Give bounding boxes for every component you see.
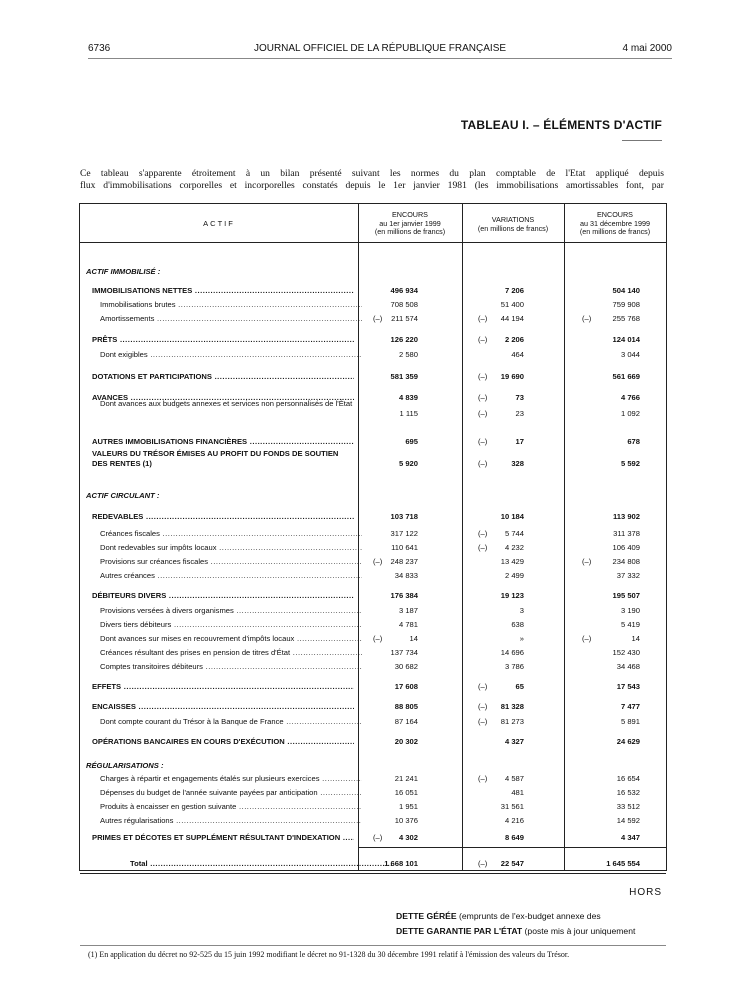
value-variation: 464 — [511, 350, 524, 359]
negative-sign: (–) — [478, 314, 488, 323]
value-encours-start: 17 608 — [394, 682, 418, 691]
value-encours-start: 496 934 — [390, 286, 418, 295]
intro-line-2: flux d'immobilisations corporelles et incorporelles constatés depuis le 1er janvier 1981 (les immobilisations amortissables font, par — [80, 180, 664, 191]
negative-sign: (–) — [478, 393, 488, 402]
negative-sign: (–) — [373, 314, 383, 323]
value-encours-end: 255 768 — [612, 314, 640, 323]
value-encours-end: 106 409 — [612, 543, 640, 552]
negative-sign: (–) — [582, 314, 592, 323]
value-encours-end: 5 592 — [620, 459, 640, 468]
row-label: PRÊTS ..... — [92, 335, 354, 344]
value-encours-start: 4 781 — [398, 620, 418, 629]
dette-geree-label: DETTE GÉRÉE — [396, 911, 457, 921]
value-encours-start: 88 805 — [394, 702, 418, 711]
row-label: Divers tiers débiteurs ..... — [100, 620, 362, 629]
negative-sign: (–) — [478, 335, 488, 344]
title-rule — [622, 140, 662, 141]
value-variation: 2 499 — [504, 571, 524, 580]
hors-heading: HORS — [629, 887, 662, 898]
row-label: EFFETS ..... — [92, 682, 354, 691]
value-variation: 5 744 — [504, 529, 524, 538]
row-label: Charges à répartir et engagements étalés sur plusieurs exercices ..... — [100, 774, 362, 783]
row-label: VALEURS DU TRÉSOR ÉMISES AU PROFIT DU FONDS DE SOUTIEN DES RENTES (1) — [92, 449, 339, 468]
row-label: Dont exigibles ..... — [100, 350, 362, 359]
value-encours-end: 4 766 — [620, 393, 640, 402]
value-encours-end: 14 592 — [616, 816, 640, 825]
negative-sign: (–) — [373, 634, 383, 643]
page-number: 6736 — [88, 43, 111, 54]
row-label: Créances résultant des prises en pension de titres d'État ..... — [100, 648, 362, 657]
row-label: Autres régularisations ..... — [100, 816, 362, 825]
value-encours-end: 1 092 — [620, 409, 640, 418]
value-encours-end: 16 532 — [616, 788, 640, 797]
col-header-line: (en millions de francs) — [579, 227, 651, 236]
dette-garantie-label: DETTE GARANTIE PAR L'ÉTAT — [396, 926, 523, 936]
value-variation: 22 547 — [500, 859, 524, 868]
value-encours-end: 234 808 — [612, 557, 640, 566]
value-encours-start: 211 574 — [391, 314, 418, 323]
col-header-line: (en millions de francs) — [374, 227, 446, 236]
dette-geree-line — [396, 909, 666, 924]
value-variation: 7 206 — [504, 286, 524, 295]
col-header-line: au 1er janvier 1999 — [379, 218, 441, 228]
value-encours-start: 14 — [409, 634, 418, 643]
row-label: DOTATIONS ET PARTICIPATIONS ..... — [92, 372, 354, 381]
dette-notes — [396, 909, 666, 939]
value-encours-end: 34 468 — [616, 662, 640, 671]
value-encours-start: 30 682 — [394, 662, 418, 671]
row-label: Provisions versées à divers organismes ..... — [100, 606, 362, 615]
publication-date: 4 mai 2000 — [622, 43, 672, 54]
row-label: REDEVABLES ..... — [92, 512, 354, 521]
negative-sign: (–) — [478, 543, 488, 552]
value-encours-end: 3 190 — [620, 606, 640, 615]
value-encours-end: 195 507 — [612, 591, 640, 600]
value-encours-start: 21 241 — [394, 774, 418, 783]
negative-sign: (–) — [373, 557, 383, 566]
column-divider — [564, 204, 565, 870]
value-variation: 4 232 — [504, 543, 524, 552]
dette-garantie-text: (poste mis à jour uniquement — [522, 926, 636, 936]
value-encours-start: 3 187 — [398, 606, 418, 615]
negative-sign: (–) — [478, 437, 488, 446]
value-variation: 8 649 — [504, 833, 524, 842]
row-label: Dont avances sur mises en recouvrement d'impôts locaux ..... — [100, 634, 362, 643]
value-encours-start: 137 734 — [390, 648, 418, 657]
value-encours-end: 124 014 — [612, 335, 640, 344]
col-header-encours-end — [564, 211, 666, 237]
value-encours-end: 504 140 — [612, 286, 640, 295]
value-variation: 65 — [515, 682, 524, 691]
total-rule — [358, 847, 666, 848]
value-encours-end: 678 — [627, 437, 640, 446]
lower-section-rule — [80, 873, 666, 874]
row-label: IMMOBILISATIONS NETTES ..... — [92, 286, 354, 295]
row-label: Total ..... — [130, 859, 392, 868]
value-encours-start: 317 122 — [390, 529, 418, 538]
page-header — [88, 40, 672, 59]
negative-sign: (–) — [478, 774, 488, 783]
col-header-actif: ACTIF — [203, 219, 235, 228]
negative-sign: (–) — [478, 459, 488, 468]
value-variation: 4 587 — [504, 774, 524, 783]
value-variation: 14 696 — [500, 648, 524, 657]
value-encours-end: 14 — [631, 634, 640, 643]
row-label: Autres créances ..... — [100, 571, 362, 580]
col-header-variations — [462, 216, 564, 233]
value-encours-start: 176 384 — [390, 591, 418, 600]
negative-sign: (–) — [478, 717, 488, 726]
value-variation: 81 273 — [500, 717, 524, 726]
row-label: Produits à encaisser en gestion suivante ..... — [100, 802, 362, 811]
dette-garantie-line — [396, 924, 666, 939]
value-encours-start: 16 051 — [394, 788, 418, 797]
col-header-encours-start — [358, 211, 462, 237]
intro-paragraph — [80, 168, 664, 192]
value-encours-end: 17 543 — [616, 682, 640, 691]
value-variation: 51 400 — [500, 300, 524, 309]
row-label: DÉBITEURS DIVERS ..... — [92, 591, 354, 600]
column-divider — [462, 204, 463, 870]
value-variation: 31 561 — [500, 802, 524, 811]
value-encours-start: 34 833 — [394, 571, 418, 580]
row-label: Dont avances aux budgets annexes et services non personnalisés de l'État — [100, 399, 353, 408]
value-encours-start: 1 951 — [398, 802, 418, 811]
value-encours-start: 708 508 — [390, 300, 418, 309]
negative-sign: (–) — [582, 634, 592, 643]
value-variation: 4 327 — [504, 737, 524, 746]
value-encours-start: 5 920 — [398, 459, 418, 468]
row-label: Provisions sur créances fiscales ..... — [100, 557, 362, 566]
row-label: Créances fiscales ..... — [100, 529, 362, 538]
value-variation: 19 690 — [500, 372, 524, 381]
value-variation: 44 194 — [500, 314, 524, 323]
row-label: ACTIF CIRCULANT : — [86, 491, 160, 500]
value-encours-start: 1 668 101 — [384, 859, 418, 868]
value-variation: 81 328 — [500, 702, 524, 711]
value-encours-end: 37 332 — [616, 571, 640, 580]
negative-sign: (–) — [478, 702, 488, 711]
value-variation: 4 216 — [504, 816, 524, 825]
row-label: Comptes transitoires débiteurs ..... — [100, 662, 362, 671]
row-label: Amortissements ..... — [100, 314, 362, 323]
journal-title: JOURNAL OFFICIEL DE LA RÉPUBLIQUE FRANÇAISE — [253, 43, 507, 54]
value-variation: » — [519, 634, 524, 643]
row-label: AVANCES ..... — [92, 393, 354, 402]
value-encours-start: 10 376 — [394, 816, 418, 825]
table-title: TABLEAU I. – ÉLÉMENTS D'ACTIF — [460, 118, 662, 132]
negative-sign: (–) — [582, 557, 592, 566]
negative-sign: (–) — [478, 409, 488, 418]
negative-sign: (–) — [478, 372, 488, 381]
value-variation: 2 206 — [504, 335, 524, 344]
intro-line-1: Ce tableau s'apparente étroitement à un bilan présenté suivant les normes du plan comptable de l'Etat appliqué depuis — [80, 168, 664, 179]
row-label: Dont compte courant du Trésor à la Banque de France ..... — [100, 717, 362, 726]
value-encours-start: 103 718 — [390, 512, 418, 521]
value-encours-end: 24 629 — [616, 737, 640, 746]
value-variation: 23 — [515, 409, 524, 418]
actif-table — [79, 203, 667, 871]
col-header-line: au 31 décembre 1999 — [580, 218, 650, 228]
value-encours-end: 113 902 — [612, 512, 640, 521]
row-label: ENCAISSES ..... — [92, 702, 354, 711]
row-label: AUTRES IMMOBILISATIONS FINANCIÈRES ..... — [92, 437, 354, 446]
dette-geree-text: (emprunts de l'ex-budget annexe des — [456, 911, 601, 921]
value-encours-end: 311 378 — [613, 529, 640, 538]
row-label: Dépenses du budget de l'année suivante payées par anticipation ..... — [100, 788, 362, 797]
value-encours-start: 4 839 — [398, 393, 418, 402]
value-variation: 13 429 — [500, 557, 524, 566]
value-variation: 3 — [519, 606, 524, 615]
footnote: (1) En application du décret no 92-525 du 15 juin 1992 modifiant le décret no 91-1328 du 30 décembre 1991 relatif à l'émission des valeurs du Trésor. — [88, 950, 570, 959]
value-variation: 638 — [511, 620, 524, 629]
row-label: OPÉRATIONS BANCAIRES EN COURS D'EXÉCUTION ..... — [92, 737, 354, 746]
row-label: Immobilisations brutes ..... — [100, 300, 362, 309]
value-encours-end: 759 908 — [612, 300, 640, 309]
col-header-line: ENCOURS — [597, 210, 633, 219]
negative-sign: (–) — [373, 833, 383, 842]
value-encours-start: 695 — [405, 437, 418, 446]
header-rule — [80, 242, 666, 243]
value-encours-end: 561 669 — [612, 372, 640, 381]
value-variation: 73 — [515, 393, 524, 402]
value-encours-start: 20 302 — [394, 737, 418, 746]
value-encours-end: 4 347 — [620, 833, 640, 842]
value-encours-end: 3 044 — [620, 350, 640, 359]
value-encours-end: 152 430 — [612, 648, 640, 657]
value-variation: 481 — [511, 788, 524, 797]
row-label: PRIMES ET DÉCOTES ET SUPPLÉMENT RÉSULTANT D'INDEXATION ..... — [92, 833, 354, 842]
col-header-line: (en millions de francs) — [477, 223, 549, 233]
value-encours-end: 7 477 — [620, 702, 640, 711]
value-encours-end: 16 654 — [616, 774, 640, 783]
value-encours-start: 4 302 — [398, 833, 418, 842]
value-variation: 3 786 — [504, 662, 524, 671]
value-encours-start: 87 164 — [394, 717, 418, 726]
row-label: Dont redevables sur impôts locaux ..... — [100, 543, 362, 552]
value-encours-start: 2 580 — [398, 350, 418, 359]
value-encours-start: 126 220 — [390, 335, 418, 344]
value-encours-start: 1 115 — [399, 409, 418, 418]
value-variation: 10 184 — [500, 512, 524, 521]
value-encours-end: 1 645 554 — [606, 859, 640, 868]
negative-sign: (–) — [478, 529, 488, 538]
negative-sign: (–) — [478, 682, 488, 691]
value-variation: 17 — [515, 437, 524, 446]
row-label: RÉGULARISATIONS : — [86, 761, 164, 770]
value-encours-end: 33 512 — [616, 802, 640, 811]
negative-sign: (–) — [478, 859, 488, 868]
value-encours-end: 5 891 — [620, 717, 640, 726]
col-header-line: VARIATIONS — [491, 215, 535, 224]
row-label: ACTIF IMMOBILISÉ : — [86, 267, 161, 276]
value-variation: 328 — [511, 459, 524, 468]
value-encours-end: 5 419 — [620, 620, 640, 629]
value-encours-start: 581 359 — [390, 372, 418, 381]
col-header-line: ENCOURS — [392, 210, 428, 219]
value-variation: 19 123 — [500, 591, 524, 600]
footnote-rule — [80, 945, 666, 946]
value-encours-start: 248 237 — [390, 557, 418, 566]
value-encours-start: 110 641 — [391, 543, 418, 552]
